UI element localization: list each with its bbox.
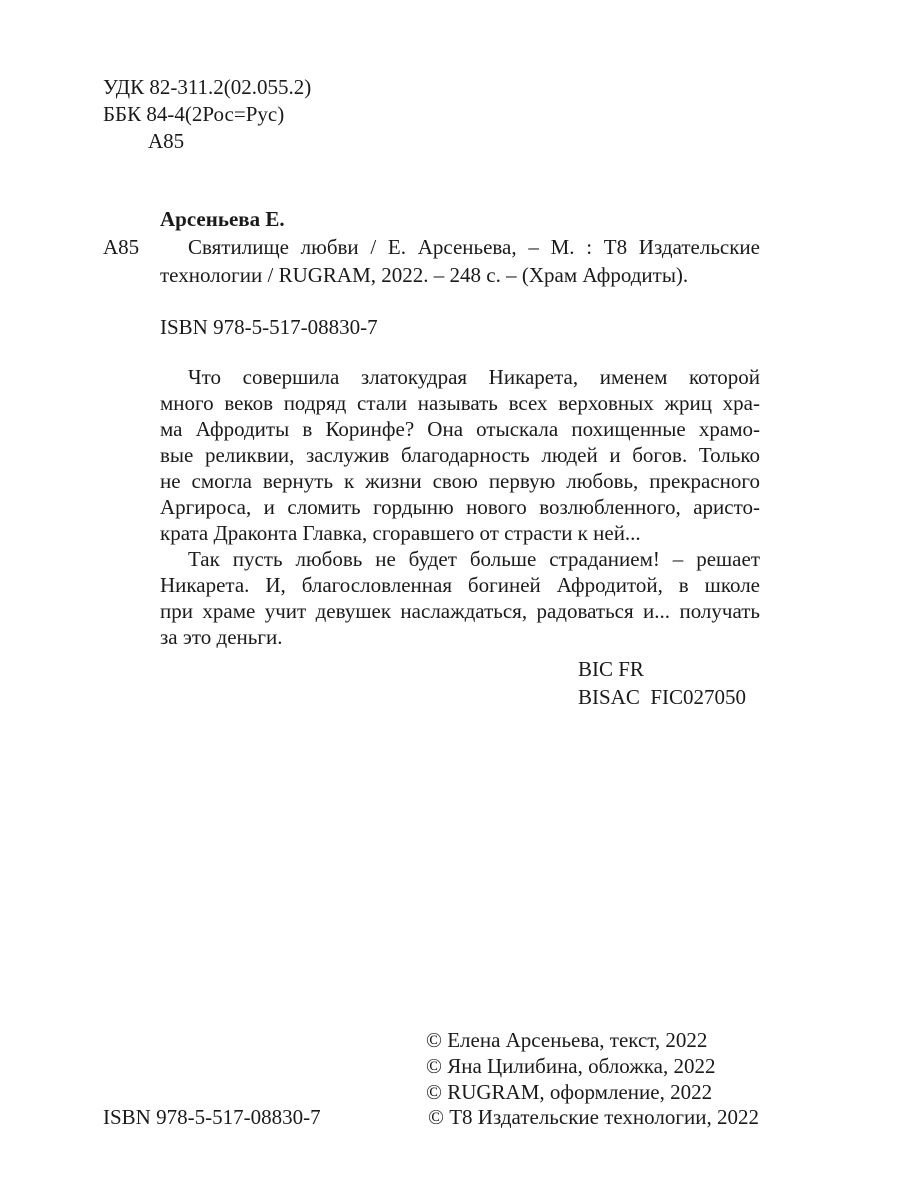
footer-isbn: ISBN 978-5-517-08830-7	[103, 1105, 321, 1129]
annotation-line: Никарета. И, благословленная богиней Афродитой, в школе	[160, 573, 760, 597]
copyright-author: © Елена Арсеньева, текст, 2022	[426, 1028, 708, 1052]
udk-code: УДК 82-311.2(02.055.2)	[103, 75, 312, 99]
annotation-line: вые реликвии, заслужив благодарность людей и богов. Только	[160, 443, 760, 467]
annotation-line: при храме учит девушек наслаждаться, радоваться и... получать	[160, 599, 760, 623]
record-line-2: технологии / RUGRAM, 2022. – 248 с. – (Храм Афродиты).	[160, 263, 689, 287]
annotation-line: ма Афродиты в Коринфе? Она отыскала похищенные храмо-	[160, 417, 760, 441]
annotation-line: много веков подряд стали называть всех верховных жриц хра-	[160, 391, 760, 415]
annotation-paragraph-2	[160, 546, 760, 650]
record-isbn: ISBN 978-5-517-08830-7	[160, 315, 378, 339]
bic-code: BIC FR	[578, 657, 644, 681]
annotation-line: Так пусть любовь не будет больше страданием! – решает	[188, 547, 760, 571]
copyright-publisher: © Т8 Издательские технологии, 2022	[428, 1105, 759, 1129]
copyright-cover: © Яна Цилибина, обложка, 2022	[426, 1054, 716, 1078]
author-mark: А85	[148, 129, 185, 153]
annotation-line: Что совершила златокудрая Никарета, именем которой	[188, 365, 760, 389]
annotation-line: крата Драконта Главка, сгоравшего от страсти к ней...	[160, 521, 641, 545]
record-author-mark: А85	[103, 235, 140, 259]
annotation-line: Аргироса, и сломить гордыню нового возлюбленного, аристо-	[160, 495, 760, 519]
bisac-code: BISAC FIC027050	[578, 685, 747, 709]
copyright-design: © RUGRAM, оформление, 2022	[426, 1080, 713, 1104]
author-heading: Арсеньева Е.	[160, 207, 285, 231]
bbk-code: ББК 84-4(2Рос=Рус)	[103, 102, 285, 126]
annotation-line: за это деньги.	[160, 625, 283, 649]
annotation-line: не смогла вернуть к жизни свою первую любовь, прекрасного	[160, 469, 760, 493]
annotation-paragraph-1	[160, 364, 760, 546]
record-line-1-box	[188, 234, 760, 260]
record-line-1: Святилище любви / Е. Арсеньева, – М. : Т8 Издательские	[188, 235, 760, 259]
